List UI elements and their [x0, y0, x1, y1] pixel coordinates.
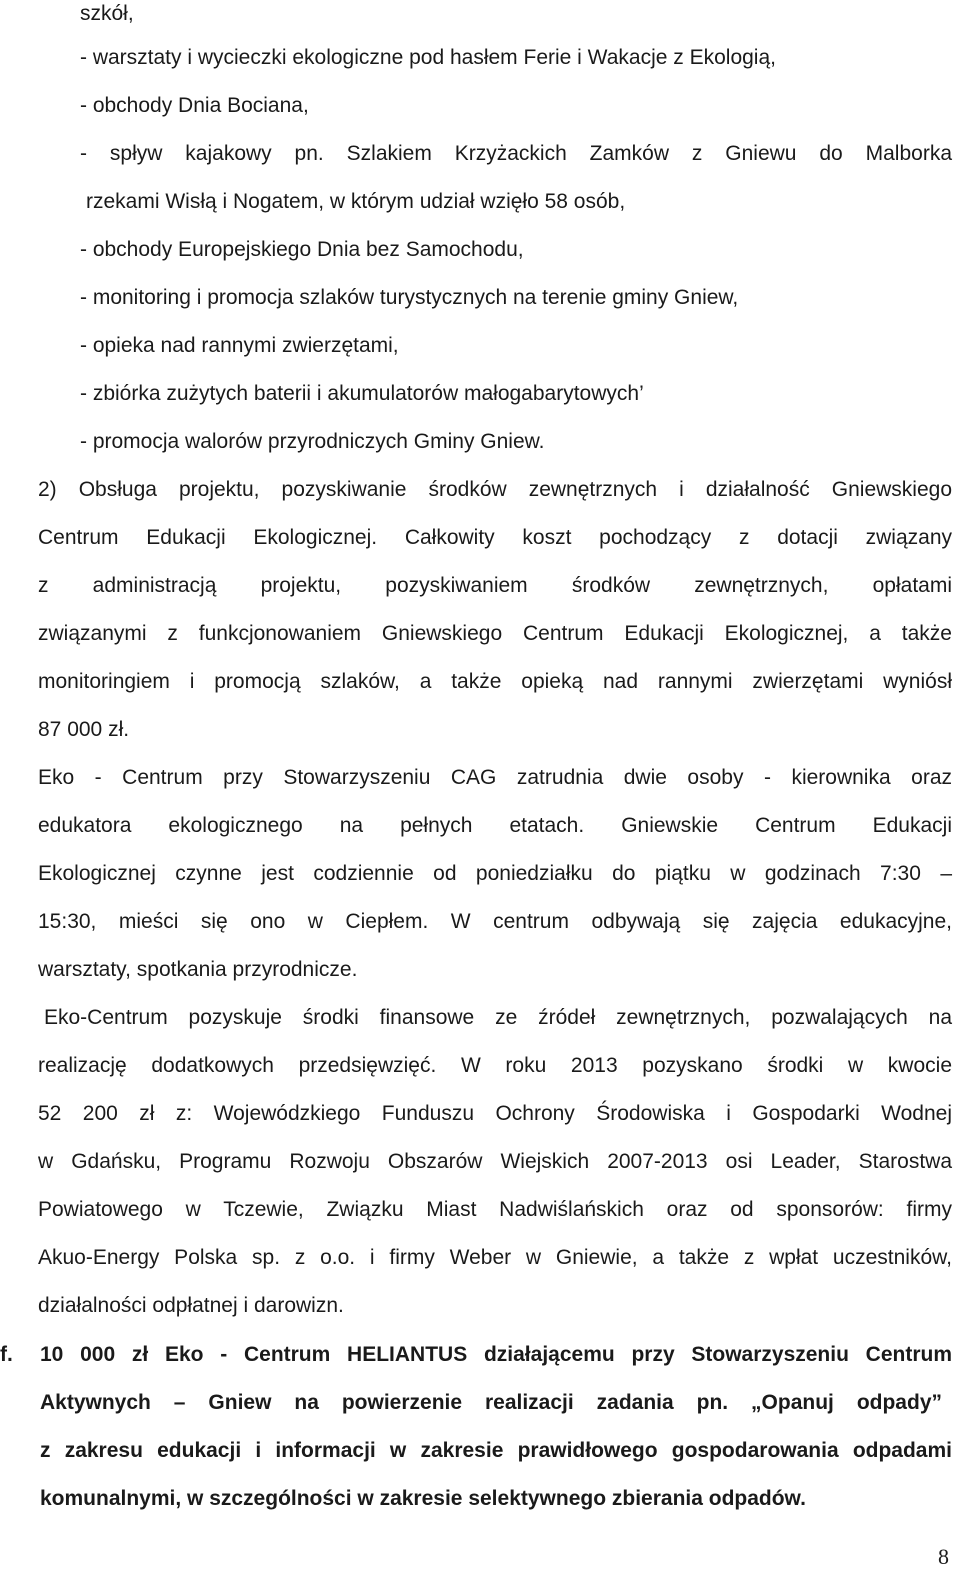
- paragraph-line: 52 200 zł z: Wojewódzkiego Funduszu Ochrony Środowiska i Gospodarki Wodnej: [38, 1102, 952, 1125]
- paragraph-line: 15:30, mieści się ono w Ciepłem. W centrum odbywają się zajęcia edukacyjne,: [38, 910, 952, 933]
- paragraph-line: Powiatowego w Tczewie, Związku Miast Nadwiślańskich oraz od sponsorów: firmy: [38, 1198, 952, 1221]
- list-line: - warsztaty i wycieczki ekologiczne pod hasłem Ferie i Wakacje z Ekologią,: [80, 46, 776, 69]
- item-f-marker: f.: [0, 1343, 13, 1366]
- list-line: - spływ kajakowy pn. Szlakiem Krzyżackich Zamków z Gniewu do Malborka: [80, 142, 952, 165]
- paragraph-line: 2) Obsługa projektu, pozyskiwanie środków zewnętrznych i działalność Gniewskiego: [38, 478, 952, 501]
- paragraph-line: realizację dodatkowych przedsięwzięć. W roku 2013 pozyskano środki w kwocie: [38, 1054, 952, 1077]
- paragraph-line: edukatora ekologicznego na pełnych etatach. Gniewskie Centrum Edukacji: [38, 814, 952, 837]
- paragraph-line: Ekologicznej czynne jest codziennie od poniedziałku do piątku w godzinach 7:30 –: [38, 862, 952, 885]
- list-line: - promocja walorów przyrodniczych Gminy Gniew.: [80, 430, 545, 453]
- paragraph-line: warsztaty, spotkania przyrodnicze.: [38, 958, 358, 981]
- paragraph-line: monitoringiem i promocją szlaków, a także opieką nad rannymi zwierzętami wyniósł: [38, 670, 952, 693]
- paragraph-line: 87 000 zł.: [38, 718, 130, 741]
- paragraph-line: związanymi z funkcjonowaniem Gniewskiego Centrum Edukacji Ekologicznej, a także: [38, 622, 952, 645]
- list-line: - opieka nad rannymi zwierzętami,: [80, 334, 399, 357]
- paragraph-line: w Gdańsku, Programu Rozwoju Obszarów Wiejskich 2007-2013 osi Leader, Starostwa: [38, 1150, 952, 1173]
- item-f-line: Aktywnych – Gniew na powierzenie realizacji zadania pn. „Opanuj odpady”: [40, 1391, 942, 1414]
- paragraph-line: Akuo-Energy Polska sp. z o.o. i firmy Weber w Gniewie, a także z wpłat uczestników,: [38, 1246, 952, 1269]
- list-line: - obchody Europejskiego Dnia bez Samochodu,: [80, 238, 524, 261]
- paragraph-line: z administracją projektu, pozyskiwaniem środków zewnętrznych, opłatami: [38, 574, 952, 597]
- item-f-line: z zakresu edukacji i informacji w zakresie prawidłowego gospodarowania odpadami: [40, 1439, 952, 1462]
- list-line: szkół,: [80, 2, 134, 25]
- list-line: rzekami Wisłą i Nogatem, w którym udział wzięło 58 osób,: [86, 190, 626, 213]
- paragraph-line: Eko - Centrum przy Stowarzyszeniu CAG zatrudnia dwie osoby - kierownika oraz: [38, 766, 952, 789]
- paragraph-line: działalności odpłatnej i darowizn.: [38, 1294, 344, 1317]
- item-f-line: komunalnymi, w szczególności w zakresie selektywnego zbierania odpadów.: [40, 1487, 806, 1510]
- page-number: 8: [938, 1544, 949, 1569]
- paragraph-line: Eko-Centrum pozyskuje środki finansowe ze źródeł zewnętrznych, pozwalających na: [44, 1006, 952, 1029]
- paragraph-line: Centrum Edukacji Ekologicznej. Całkowity koszt pochodzący z dotacji związany: [38, 526, 952, 549]
- list-line: - zbiórka zużytych baterii i akumulatorów małogabarytowych’: [80, 382, 644, 405]
- item-f-line: 10 000 zł Eko - Centrum HELIANTUS działającemu przy Stowarzyszeniu Centrum: [40, 1343, 952, 1366]
- list-line: - monitoring i promocja szlaków turystycznych na terenie gminy Gniew,: [80, 286, 739, 309]
- list-line: - obchody Dnia Bociana,: [80, 94, 309, 117]
